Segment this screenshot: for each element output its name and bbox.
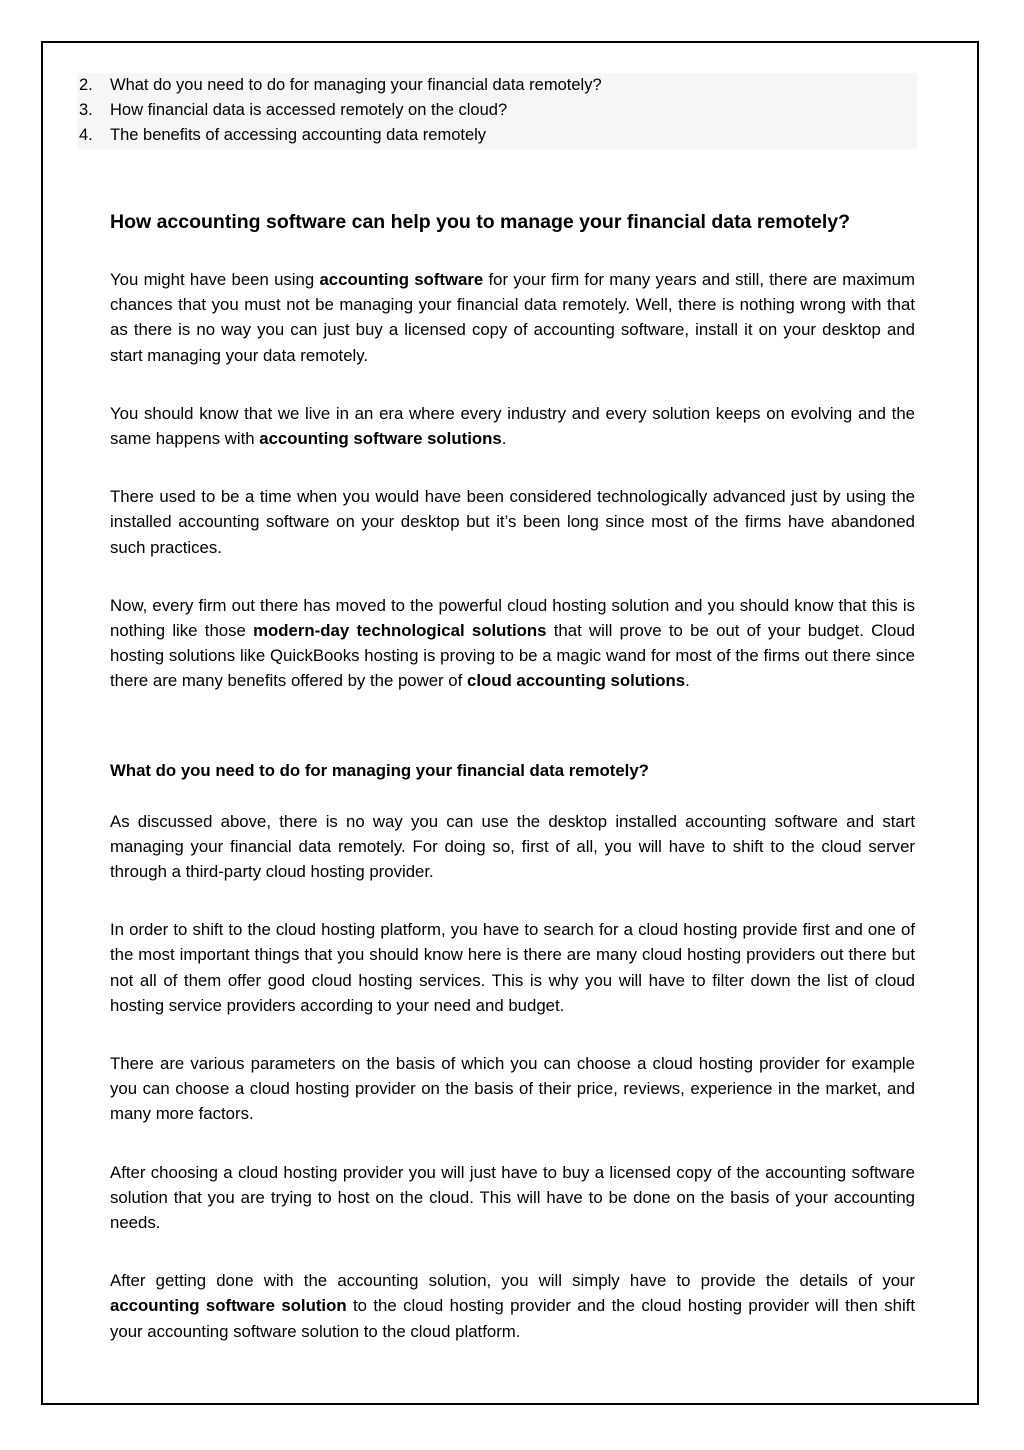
paragraph: There are various parameters on the basis of which you can choose a cloud hosting provider for example you can choose a cloud hosting provider on the basis of their price, reviews, experience in the market, and many more factors. (110, 1054, 915, 1124)
toc-item-number: 4. (79, 126, 93, 144)
paragraph-text: for your firm for many years and still, there are maximum chances that you must not be managing your financial data remotely. Well, there is nothing wrong with that as there is no way you can just buy a licensed copy of accounting software, install it on your desktop and start managing your data remotely. (110, 270, 915, 365)
toc-item-number: 2. (79, 76, 93, 94)
paragraph-text: You should know that we live in an era where every industry and every solution keeps on evolving and the same happens with (110, 403, 915, 449)
toc-item (77, 73, 917, 98)
paragraph-text: You might have been using (110, 270, 320, 289)
toc-item-number: 3. (79, 101, 93, 119)
toc-item-text: The benefits of accessing accounting data remotely (110, 126, 487, 144)
paragraph-text: . (501, 429, 507, 449)
paragraph-text: Now, every firm out there has moved to the powerful cloud hosting solution and you should know that this is nothing like those (110, 595, 915, 641)
paragraph (110, 593, 915, 694)
table-of-contents (77, 73, 917, 149)
paragraph-text: . (685, 671, 690, 691)
toc-item (77, 98, 917, 123)
bold-keyword: modern-day technological solutions (253, 621, 547, 641)
bold-keyword: accounting software (319, 270, 484, 289)
toc-item-text: What do you need to do for managing your financial data remotely? (110, 76, 602, 94)
paragraph-text: that will prove to be out of your budget. Cloud hosting solutions like QuickBooks hosting is proving to be a magic wand for most of the firms out there since there are many benefits offered by the power of (110, 621, 915, 691)
article-body (110, 205, 915, 1344)
paragraph: There used to be a time when you would have been considered technologically advanced just by using the installed accounting software on your desktop but it’s been long since most of the firms have abandoned such practices. (110, 487, 915, 557)
paragraph-text: to the cloud hosting provider and the cloud hosting provider will then shift your accounting software solution to the cloud platform. (110, 1296, 915, 1341)
paragraph-text: After getting done with the accounting solution, you will simply have to provide the details of your (110, 1271, 915, 1291)
paragraph: In order to shift to the cloud hosting platform, you have to search for a cloud hosting provide first and one of the most important things that you should know here is there are many cloud hosting providers out there but not all of them offer good cloud hosting services. This is why you will have to filter down the list of cloud hosting service providers according to your need and budget. (110, 920, 915, 1015)
subsection-heading: What do you need to do for managing your financial data remotely? (110, 760, 649, 780)
bold-keyword: accounting software solution (110, 1296, 347, 1316)
paragraph (110, 267, 915, 368)
paragraph (110, 1268, 915, 1344)
bold-keyword: cloud accounting solutions (466, 671, 686, 691)
toc-item (77, 123, 917, 148)
paragraph: After choosing a cloud hosting provider you will just have to buy a licensed copy of the accounting software solution that you are trying to host on the cloud. This will have to be done on the basis of your accounting needs. (110, 1162, 915, 1233)
bold-keyword: accounting software solutions (259, 429, 502, 449)
section-heading: How accounting software can help you to manage your financial data remotely? (110, 211, 851, 233)
paragraph: As discussed above, there is no way you can use the desktop installed accounting software and start managing your financial data remotely. For doing so, first of all, you will have to shift to the cloud server through a third-party cloud hosting provider. (110, 811, 915, 882)
toc-item-text: How financial data is accessed remotely on the cloud? (110, 101, 508, 119)
paragraph (110, 401, 915, 451)
